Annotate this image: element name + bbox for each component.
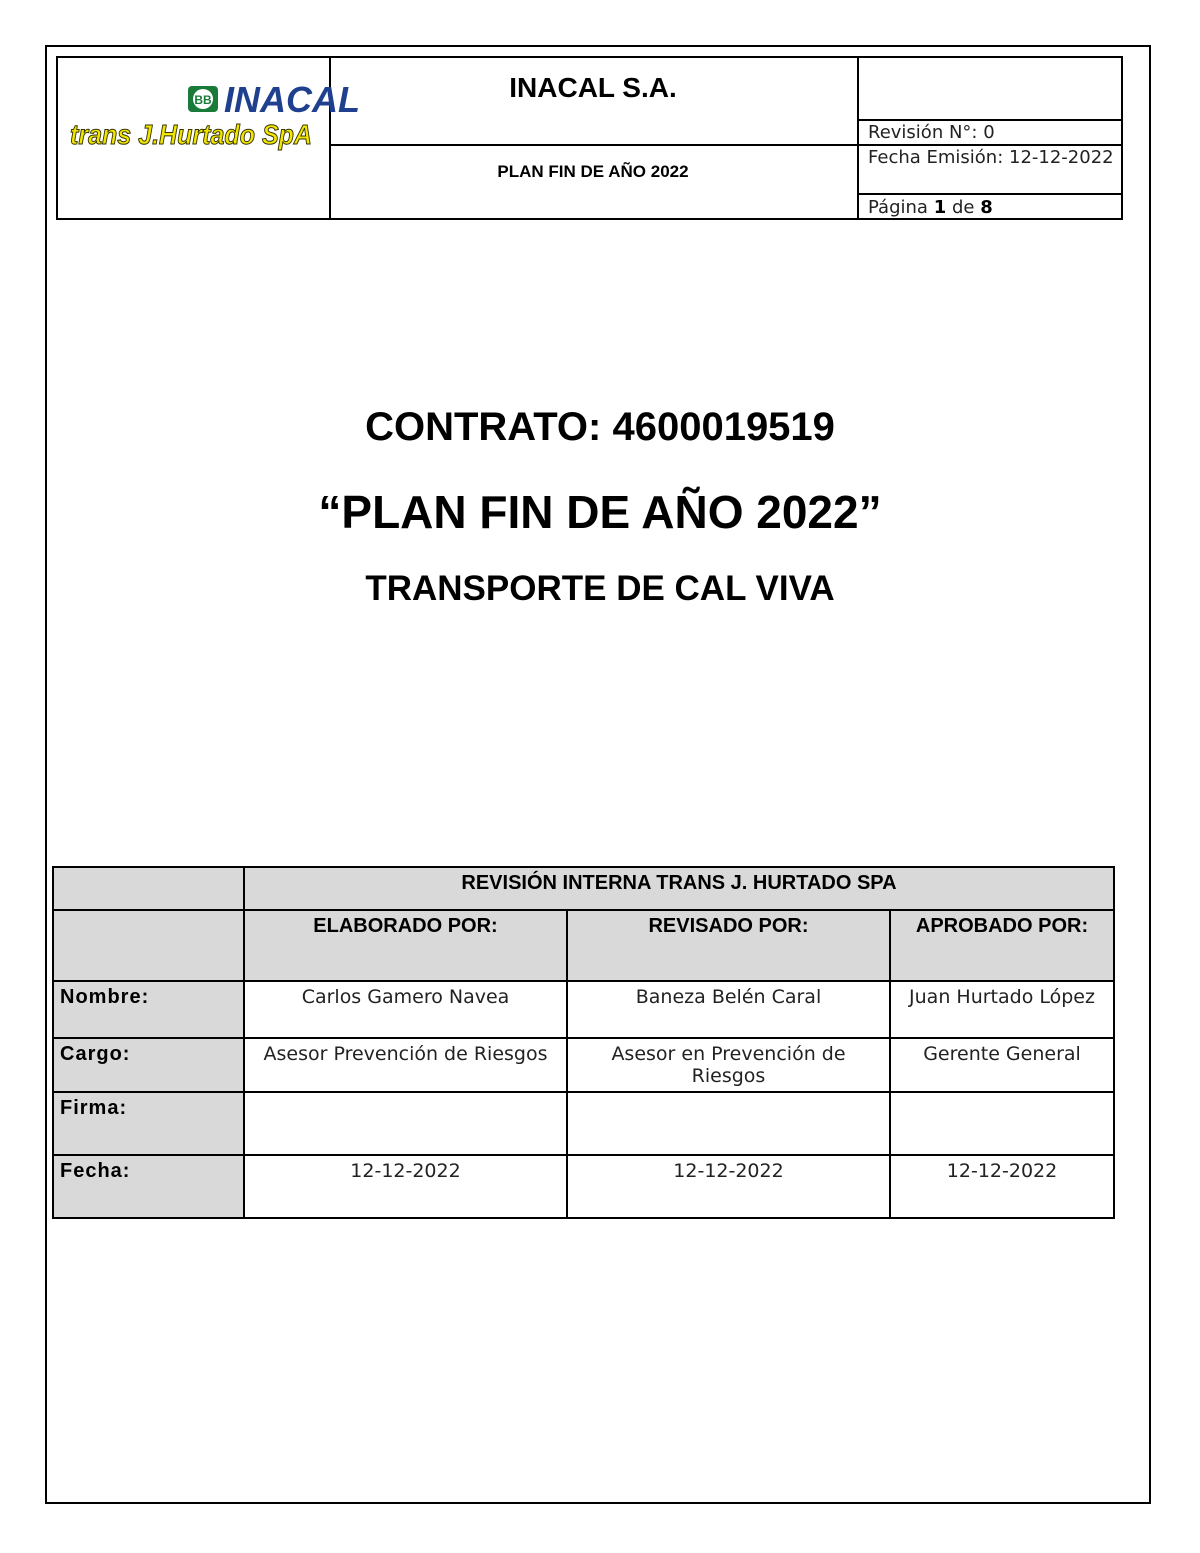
review-table [52, 866, 1115, 1219]
table-cell: 12-12-2022 [567, 1155, 890, 1218]
review-header-row [53, 910, 1114, 981]
table-row [53, 981, 1114, 1038]
column-header: ELABORADO POR: [244, 910, 567, 981]
page-of: de [951, 197, 975, 218]
blank-cell [53, 867, 244, 910]
table-cell: 12-12-2022 [244, 1155, 567, 1218]
review-title-row [53, 867, 1114, 910]
signature-cell [244, 1092, 567, 1155]
review-title: REVISIÓN INTERNA TRANS J. HURTADO SPA [244, 867, 1114, 910]
logo-brand-text: INACAL [224, 79, 360, 120]
company-name: INACAL S.A. [509, 72, 677, 103]
cover-subtitle: TRANSPORTE DE CAL VIVA [365, 569, 835, 608]
table-cell: Carlos Gamero Navea [244, 981, 567, 1038]
row-label: Firma: [53, 1092, 244, 1155]
table-cell: Asesor Prevención de Riesgos [244, 1038, 567, 1092]
table-row [53, 1092, 1114, 1155]
page-frame [45, 45, 1151, 1504]
logo-badge-text: BB [194, 93, 212, 107]
page-number [868, 197, 993, 218]
table-cell: Asesor en Prevención de Riesgos [567, 1038, 890, 1092]
table-cell: Juan Hurtado López [890, 981, 1114, 1038]
page-total: 8 [980, 197, 993, 218]
signature-cell [890, 1092, 1114, 1155]
issue-date: Fecha Emisión: 12-12-2022 [868, 147, 1114, 168]
table-row [53, 1155, 1114, 1218]
table-cell: 12-12-2022 [890, 1155, 1114, 1218]
table-cell: Gerente General [890, 1038, 1114, 1092]
contract-number: CONTRATO: 4600019519 [365, 405, 835, 449]
blank-cell [53, 910, 244, 981]
row-label: Nombre: [53, 981, 244, 1038]
plan-title: “PLAN FIN DE AÑO 2022” [318, 486, 882, 538]
signature-cell [567, 1092, 890, 1155]
page-current: 1 [933, 197, 947, 218]
row-label: Cargo: [53, 1038, 244, 1092]
logo-sub-text: trans J.Hurtado SpA [70, 119, 312, 150]
column-header: REVISADO POR: [567, 910, 890, 981]
table-row [53, 1038, 1114, 1092]
column-header: APROBADO POR: [890, 910, 1114, 981]
row-label: Fecha: [53, 1155, 244, 1218]
document-header [56, 56, 1123, 220]
table-cell: Baneza Belén Caral [567, 981, 890, 1038]
page-prefix: Página [868, 197, 928, 218]
revision-number: Revisión N°: 0 [868, 122, 995, 143]
document-title: PLAN FIN DE AÑO 2022 [497, 162, 689, 181]
